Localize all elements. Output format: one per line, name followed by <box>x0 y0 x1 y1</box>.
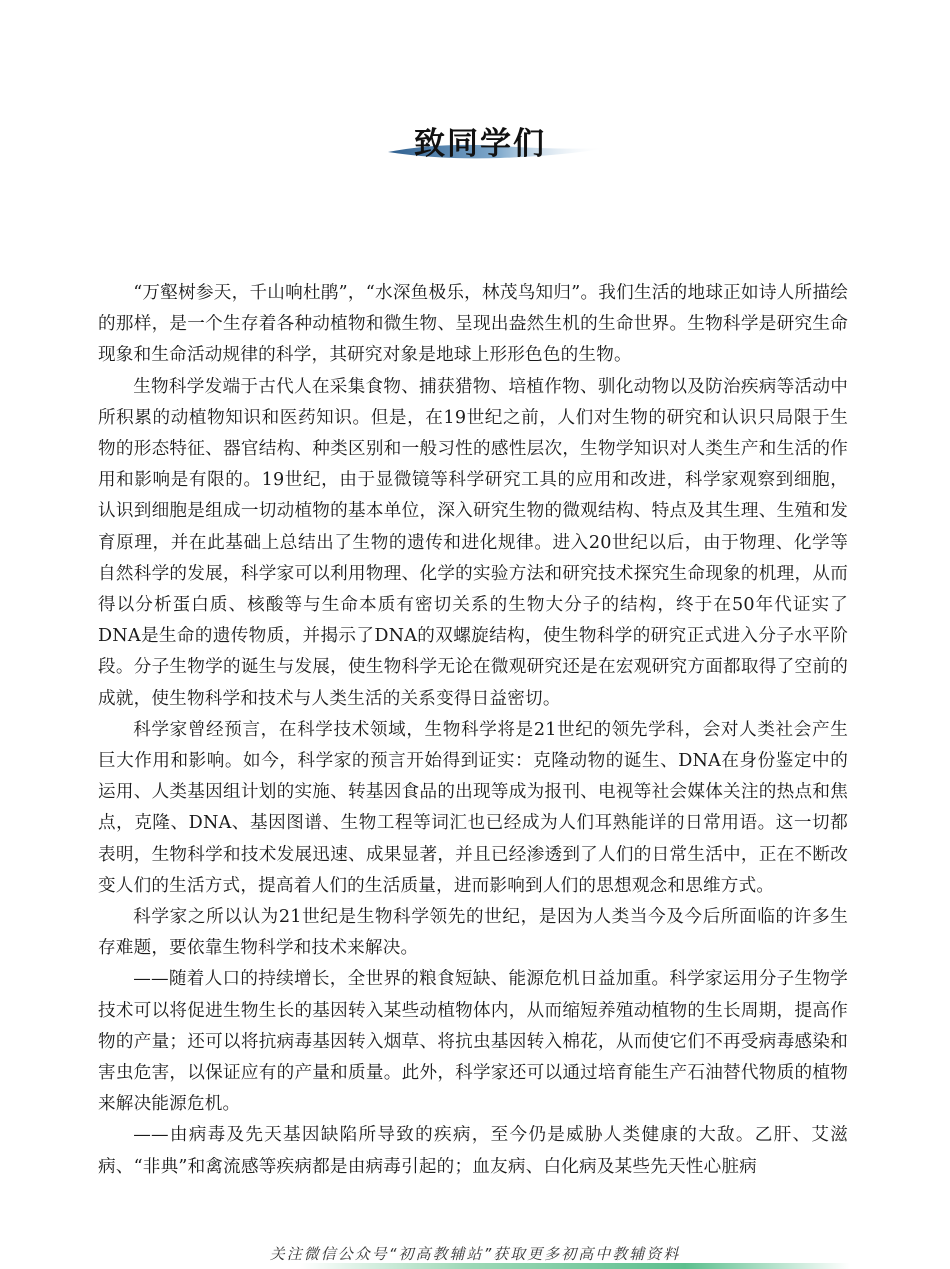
paragraph-2: 生物科学发端于古代人在采集食物、捕获猎物、培植作物、驯化动物以及防治疾病等活动中所积累的动植物知识和医药知识。但是，在19世纪之前，人们对生物的研究和认识只局限于生物的形态特征、器官结构、种类区别和一般习性的感性层次，生物学知识对人类生产和生活的作用和影响是有限的。19世纪，由于显微镜等科学研究工具的应用和改进，科学家观察到细胞，认识到细胞是组成一切动植物的基本单位，深入研究生物的微观结构、特点及其生理、生殖和发育原理，并在此基础上总结出了生物的遗传和进化规律。进入20世纪以后，由于物理、化学等自然科学的发展，科学家可以利用物理、化学的实验方法和研究技术探究生命现象的机理，从而得以分析蛋白质、核酸等与生命本质有密切关系的生物大分子的结构，终于在50年代证实了DNA是生命的遗传物质，并揭示了DNA的双螺旋结构，使生物科学的研究正式进入分子水平阶段。分子生物学的诞生与发展，使生物科学无论在微观研究还是在宏观研究方面都取得了空前的成就，使生物科学和技术与人类生活的关系变得日益密切。 <box>98 376 848 709</box>
paragraph-4: 科学家之所以认为21世纪是生物科学领先的世纪，是因为人类当今及今后所面临的许多生存难题，要依靠生物科学和技术来解决。 <box>98 907 848 959</box>
paragraph-3: 科学家曾经预言，在科学技术领域，生物科学将是21世纪的领先学科，会对人类社会产生巨大作用和影响。如今，科学家的预言开始得到证实：克隆动物的诞生、DNA在身份鉴定中的运用、人类基因组计划的实施、转基因食品的出现等成为报刊、电视等社会媒体关注的热点和焦点，克隆、DNA、基因图谱、生物工程等词汇也已经成为人们耳熟能详的日常用语。这一切都表明，生物科学和技术发展迅速、成果显著，并且已经渗透到了人们的日常生活中，正在不断改变人们的生活方式，提高着人们的生活质量，进而影响到人们的思想观念和思维方式。 <box>98 719 848 896</box>
footer-accent-bar <box>300 1263 850 1269</box>
body-text <box>98 278 848 1183</box>
paragraph-6: ——由病毒及先天基因缺陷所导致的疾病，至今仍是威胁人类健康的大敌。乙肝、艾滋病、“非典”和禽流感等疾病都是由病毒引起的；血友病、白化病及某些先天性心脏病 <box>98 1125 848 1177</box>
footer-watermark-text: 关注微信公众号“初高教辅站”获取更多初高中教辅资料 <box>269 1245 681 1263</box>
paragraph-5: ——随着人口的持续增长，全世界的粮食短缺、能源危机日益加重。科学家运用分子生物学技术可以将促进生物生长的基因转入某些动植物体内，从而缩短养殖动植物的生长周期，提高作物的产量；还可以将抗病毒基因转入烟草、将抗虫基因转入棉花，从而使它们不再受病毒感染和害虫危害，以保证应有的产量和质量。此外，科学家还可以通过培育能生产石油替代物质的植物来解决能源危机。 <box>98 969 848 1115</box>
page-title: 致同学们 <box>414 126 546 162</box>
paragraph-1: “万壑树参天，千山响杜鹃”，“水深鱼极乐，林茂鸟知归”。我们生活的地球正如诗人所描绘的那样，是一个生存着各种动植物和微生物、呈现出盎然生机的生命世界。生物科学是研究生命现象和生命活动规律的科学，其研究对象是地球上形形色色的生物。 <box>98 283 848 366</box>
page-title-block <box>380 112 610 168</box>
